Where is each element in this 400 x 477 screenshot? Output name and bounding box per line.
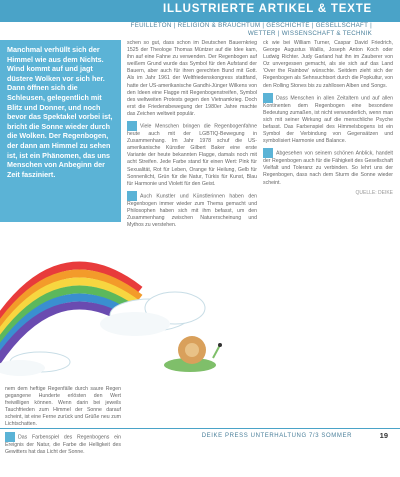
paragraph-text: Dass Menschen in allen Zeitaltern und auf allen Kontinenten dem Regenbogen eine besondere Bedeutung zumaßen, ist nicht verwunderlich, wenn man sich mit seiner Wirkung auf die menschliche Psyche befasst. Das Farbenspiel des Himmelsbogens ist ein Symbol der Verbindung von Gegensätzen und symbolisiert Harmonie und Balance. [263,95,393,145]
dropcap-marker [5,432,15,442]
paragraph: schen so gut, dass schon im Deutschen Bauernkrieg 1525 der Theologe Thomas Müntzer auf die Idee kam, ihn auf eine Fahne zu verwenden. Der Regenbogen auf weißem Grund wurde das Symbol für den Aufstand der Bauern, aber auch für ihren gerechten Bund mit Gott. Als im Jahr 1961 der Weltfriedenskongress stattfand, hatte der US-amerikanische Gandhi-Jünger Wilkens von den Ideen eine Flagge mit Regenbogenstreifen, Symbol des weltweiten Protests gegen den Vietnamkrieg. Doch erst die Friedensbewegung der 1980er Jahre machte das Zeichen weltweit populär. [127,40,257,117]
footer-publication: DEIKE PRESS UNTERHALTUNG 7/3 SOMMER [201,433,352,439]
paragraph [5,432,121,456]
source-credit: QUELLE: DEIKE [355,189,393,196]
section-categories [112,22,372,38]
intro-quote-box [0,40,121,222]
dropcap-marker [263,93,273,103]
paragraph-text: Das Farbenspiel des Regenbogens ein Ereignis der Natur, die Farbe die Helligkeit des Gewitters hat das Licht der Sonne. [5,433,121,455]
page-number: 19 [379,431,388,440]
intro-quote-text: Manchmal verhüllt sich der Himmel wie aus dem Nichts. Wind kommt auf und jagt düstere Wolken vor sich her. Dann öffnen sich die Schleusen, gelegentlich mit Blitz und Donner, und noch bevor das Spektakel vorbei ist, bricht die Sonne wieder durch die Wolken. Der Regenbogen, der dann am Himmel zu sehen ist, ist ein Phänomen, das uns Menschen von Anbeginn der Zeit fasziniert. [7,45,113,179]
paragraph [127,121,257,188]
paragraph: ck wie bei William Turner, Caspar David Friedrich, George Augustus Wallis, Joseph Anton Koch oder Ludwig Richter. Judy Garland hat ihn im Zauberer von Oz unvergessen gemacht, als sie sich auf das Land 'Over the Rainbow' wünschte. Seitdem zieht sich der Regenbogen als Sehnsuchtsort durch die Popkultur, von den Rolling Stones bis zu zahllosen Alben und Songs. [263,40,393,89]
paragraph-text: Abgesehen von seinem schönen Anblick, handelt der Regenbogen auch für die Fähigkeit des Gesellschaft Vielfalt und Toleranz zu verbinden. So lehrt uns der Regenbogen, dass nach dem Sturm die Sonne wieder scheint. [263,150,393,186]
dropcap-marker [127,121,137,131]
page-section-title: ILLUSTRIERTE ARTIKEL & TEXTE [163,3,372,15]
paragraph [263,148,393,186]
paragraph-text: Viele Menschen bringen die Regenbogenfahne heute auch mit der LGBTIQ-Bewegung in Zusammenhang. Im Jahr 1978 schuf die US-amerikanische Künstler Gilbert Baker eine erste Variante der heute bekannten Flagge, damals noch mit acht Streifen. Jede Farbe stand für einen Wert: Pink für Sexualität, Rot für Leben, Orange für Heilung, Gelb für Sonnenlicht, Grün für die Natur, Türkis für Kunst, Blau für Harmonie und Violett für den Geist. [127,123,257,187]
dropcap-marker [263,148,273,158]
section-categories-line-2: WETTER | WISSENSCHAFT & TECHNIK [247,30,372,37]
paragraph-text: Auch Kunstler und Künstlerinnen haben den Regenbogen immer wieder zum Thema gemacht und Philosophen haben sich mit ihm befasst, um den Zusammenhang zwischen Naturerscheinung und Mythos zu verstehen. [127,193,257,229]
paragraph: nem dem heftige Regenfälle durch saure Regen gegangene Hunderte erlösten den Wert freiwilligen können. Wenn darin bei jeweils Tauchfrieden zum Himmel der Sonne darauf scheint, ist eine Ferne zurück und Grüße neu zum Lichtschatten. [5,386,121,428]
snail-illustration [164,336,222,372]
column-2 [127,40,257,232]
footer-rule [0,428,400,429]
paragraph [263,93,393,146]
section-categories-line-1: FEUILLETON | RELIGION & BRAUCHTUM | GESCHICHTE | GESELLSCHAFT | [130,22,372,29]
column-3 [263,40,393,200]
paragraph [127,191,257,229]
dropcap-marker [127,191,137,201]
column-1-lower [5,386,121,459]
